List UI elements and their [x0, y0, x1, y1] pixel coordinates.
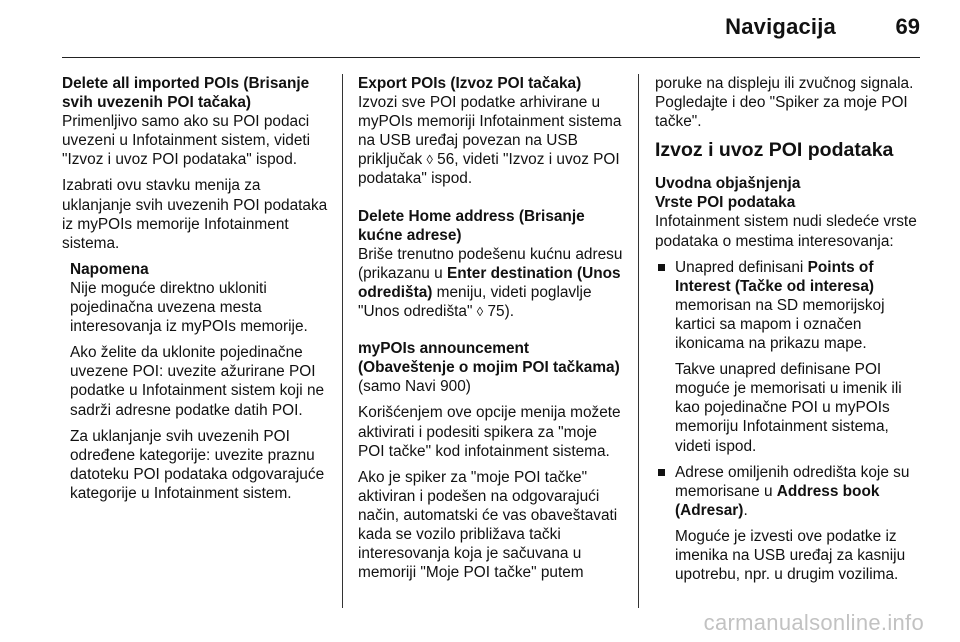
page-reference-icon: ◊	[476, 304, 484, 320]
watermark: carmanualsonline.info	[703, 610, 924, 635]
column-divider-2	[638, 74, 639, 608]
mypois-announcement-note: (samo Navi 900)	[358, 378, 471, 396]
poi-types-paragraph: Infotainment sistem nudi sledeće vrste podataka o mestima interesovanja:	[655, 213, 917, 250]
continued-paragraph: poruke na displeju ili zvučnog signala. Pogledajte i deo "Spiker za moje POI tačke".	[655, 75, 914, 131]
subheading-intro: Uvodna objašnjenja	[655, 175, 801, 193]
term-address-book: Address book (Adresar)	[675, 482, 880, 519]
section-title: Izvoz i uvoz POI podataka	[655, 139, 894, 162]
column-divider-1	[342, 74, 343, 608]
note-paragraph-1: Nije moguće direktno ukloniti pojedinačna uvezena mesta interesovanja iz myPOIs memorije.	[70, 279, 308, 336]
note-paragraph-3: Za uklanjanje svih uvezenih POI određene kategorije: uvezite praznu datoteku POI podataka odgovarajuće kategorije u Infotainment sistem.	[70, 427, 325, 502]
export-pois-heading: Export POIs (Izvoz POI tačaka)	[358, 75, 582, 92]
bullet-item-1: Unapred definisani Points of Interest (Tačke od interesa) memorisan na SD memorijskoj kartici sa mapom i označen ikonicama na prikazu mape. Takve unapred definisane POI moguće je memorisati u imenik ili kao pojedinačne POI u myPOIs memoriju Infotainment sistema, videti ispod.	[655, 258, 927, 456]
delete-pois-paragraph-2: Izabrati ovu stavku menija za uklanjanje svih uvezenih POI podataka iz myPOIs memorije Infotainment sistema.	[62, 177, 328, 252]
column-1	[62, 74, 328, 510]
note-paragraph-2: Ako želite da uklonite pojedinačne uvezene POI: uvezite ažurirane POI podatke u Infotainment sistem koji ne sadrži adresne podatke datih POI.	[70, 344, 325, 419]
menu-name-enter-destination: Enter destination (Unos odredišta)	[358, 264, 621, 301]
bullet-item-2: Adrese omiljenih odredišta koje su memorisane u Address book (Adresar). Moguće je izvesti ove podatke iz imenika na USB uređaj za kasniju upotrebu, npr. u drugim vozilima.	[655, 463, 927, 585]
bullet-square-icon	[658, 264, 665, 271]
delete-pois-paragraph-1: Primenljivo samo ako su POI podaci uvezeni u Infotainment sistem, videti "Izvoz i uvoz POI podataka" ispod.	[62, 113, 311, 169]
term-points-of-interest: Points of Interest (Tačke od interesa)	[675, 258, 875, 295]
bullet-item-2-paragraph-2: Moguće je izvesti ove podatke iz imenika na USB uređaj za kasniju upotrebu, npr. u drugim vozilima.	[675, 527, 906, 584]
mypois-announcement-paragraph-2: Ako je spiker za "moje POI tačke" aktiviran i podešen na odgovarajući način, automatski će vas obaveštavati kada se vozilo približava tački interesovanja koja je sačuvana u memoriji "Moje POI tačke" putem	[358, 468, 618, 582]
mypois-announcement-paragraph-1: Korišćenjem ove opcije menija možete aktivirati i podesiti spikera za "moje POI tačke" kod infotainment sistema.	[358, 404, 621, 460]
mypois-announcement-heading: myPOIs announcement (Obaveštenje o mojim POI tačkama)	[358, 340, 620, 377]
page-title: Navigacija	[725, 14, 836, 39]
page-number: 69	[895, 14, 920, 39]
page-reference-icon: ◊	[426, 152, 433, 168]
delete-home-heading: Delete Home address (Brisanje kućne adrese)	[358, 207, 585, 244]
bullet-item-1-paragraph-2: Takve unapred definisane POI moguće je memorisati u imenik ili kao pojedinačne POI u myPOIs memoriju Infotainment sistema, videti ispod.	[675, 361, 902, 455]
note-title: Napomena	[70, 260, 149, 278]
export-pois-paragraph: Izvozi sve POI podatke arhivirane u myPOIs memoriji Infotainment sistema na USB uređaj povezan na USB priključak ◊ 56, videti "Izvoz i uvoz POI podataka" ispod.	[358, 94, 622, 188]
delete-pois-heading: Delete all imported POIs (Brisanje svih uvezenih POI tačaka)	[62, 75, 310, 112]
column-2	[358, 74, 624, 589]
delete-home-paragraph: Briše trenutno podešenu kućnu adresu (prikazanu u Enter destination (Unos odredišta) meniju, videti poglavlje "Unos odredišta" ◊ 75).	[358, 245, 623, 321]
column-3	[655, 74, 927, 591]
header-divider	[62, 57, 920, 58]
subheading-poi-types: Vrste POI podataka	[655, 194, 796, 212]
note-block	[62, 260, 328, 503]
bullet-square-icon	[658, 469, 665, 476]
